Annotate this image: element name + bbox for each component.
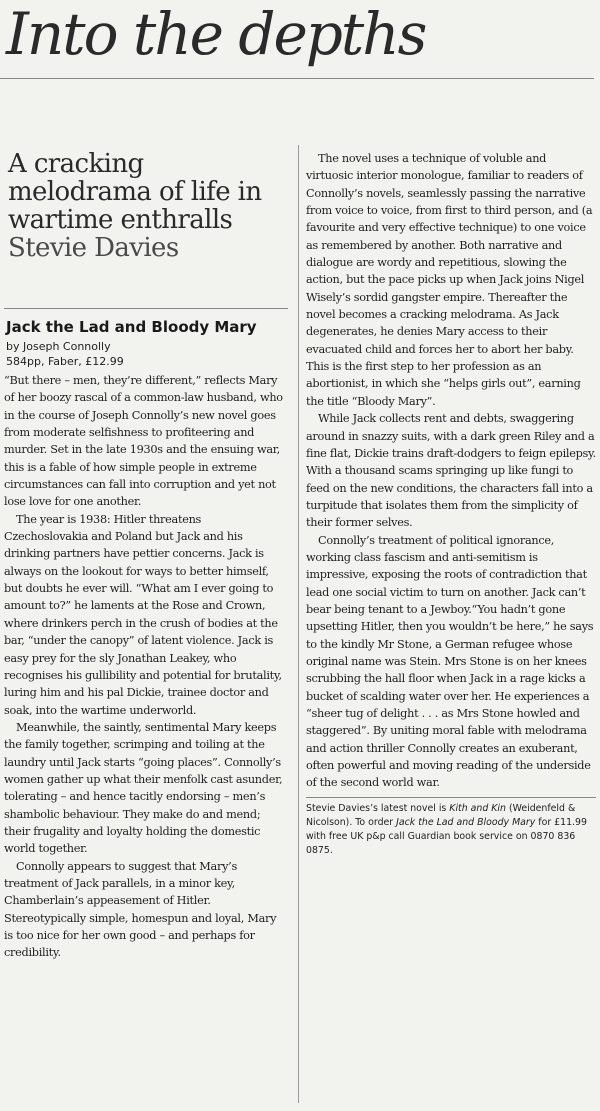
top-rule — [0, 78, 594, 79]
paragraph: Connolly appears to suggest that Mary’s treatment of Jack parallels, in a minor key, Chamberlain’s appeasement of Hitler. Stereotypically simple, homespun and loyal, Mary is too nice for her own good – and perhaps for credibility. — [4, 859, 277, 960]
reviewer-footnote — [306, 797, 596, 858]
standfirst — [8, 150, 288, 262]
column-divider — [298, 145, 299, 1103]
left-body — [4, 372, 288, 962]
book-publication-details: 584pp, Faber, £12.99 — [6, 355, 124, 368]
footnote-book-title: Jack the Lad and Bloody Mary — [396, 816, 536, 828]
paragraph: While Jack collects rent and debts, swaggering around in snazzy suits, with a dark green Riley and a fine flat, Dickie trains draft-dodgers to feign epilepsy. With a thousand scams springing up like fungi to feed on the new conditions, the characters fall into a turpitude that isolates them from the simplicity of their former selves. — [306, 412, 596, 530]
left-column — [4, 150, 288, 962]
footnote-text: Stevie Davies’s latest novel is — [306, 802, 450, 814]
book-title: Jack the Lad and Bloody Mary — [6, 318, 257, 336]
paragraph: “But there – men, they’re different,” reflects Mary of her boozy rascal of a common-law husband, who in the course of Joseph Connolly’s new novel goes from moderate selfishness to profiteering and murder. Set in the late 1930s and the ensuing war, this is a fable of how simple people in extreme circumstances can fall into corruption and yet not lose love for one another. — [4, 374, 283, 509]
right-body — [306, 150, 596, 792]
standfirst-text: A cracking melodrama of life in wartime enthralls — [8, 149, 262, 235]
paragraph: Connolly’s treatment of political ignorance, working class fascism and anti-semitism is impressive, exposing the roots of contradiction that lead one social victim to turn on another. Jack can’t bear being tenant to a Jewboy.“You hadn’t gone upsetting Hitler, then you wouldn’t be here,” he says to the kindly Mr Stone, a German refugee whose original name was Stein. Mrs Stone is on her knees scrubbing the hall floor when Jack in a rage kicks a bucket of scalding water over her. He experiences a “sheer tug of delight . . . as Mrs Stone howled and staggered”. By uniting moral fable with melodrama and action thriller Connolly creates an exuberant, often powerful and moving reading of the underside of the second world war. — [306, 533, 594, 790]
footnote-text: (Weidenfeld & Nicolson). To order — [306, 802, 576, 828]
paragraph: The novel uses a technique of voluble and virtuosic interior monologue, familiar to readers of Connolly’s novels, seamlessly passing the narrative from voice to voice, from first to third person, and (a favourite and very effective technique) to one voice as remembered by another. Both narrative and dialogue are wordy and repetitious, slowing the action, but the pace picks up when Jack joins Nigel Wisely’s sordid gangster empire. Thereafter the novel becomes a cracking melodrama. As Jack degenerates, he denies Mary access to their evacuated child and forces her to abort her baby. This is the first step to her profession as an abortionist, in which she “helps girls out”, earning the title “Bloody Mary”. — [306, 152, 593, 408]
headline: Into the depths — [6, 0, 426, 68]
book-author: by Joseph Connolly — [6, 340, 111, 353]
footnote-novel-title: Kith and Kin — [449, 802, 506, 814]
paragraph: The year is 1938: Hitler threatens Czechoslovakia and Poland but Jack and his drinking partners have pettier concerns. Jack is always on the lookout for ways to better himself, but doubts he ever will. “What am I ever going to amount to?” he laments at the Rose and Crown, where drinkers perch in the crush of bodies at the bar, “under the canopy” of latent violence. Jack is easy prey for the sly Jonathan Leakey, who recognises his gullibility and potential for brutality, luring him and his pal Dickie, trainee doctor and soak, into the wartime underworld. — [4, 512, 282, 717]
footnote-text: for £11.99 with free UK p&p call Guardian book service on 0870 836 0875. — [306, 816, 587, 856]
paragraph: Meanwhile, the saintly, sentimental Mary keeps the family together, scrimping and toiling at the laundry until Jack starts “going places”. Connolly’s women gather up what their menfolk cast asunder, tolerating – and hence tacitly endorsing – men’s shambolic behaviour. They make do and mend; their frugality and loyalty holding the domestic world together. — [4, 720, 283, 856]
reviewer-byline: Stevie Davies — [8, 233, 179, 263]
right-column — [306, 150, 596, 858]
book-info-rule — [4, 308, 288, 309]
